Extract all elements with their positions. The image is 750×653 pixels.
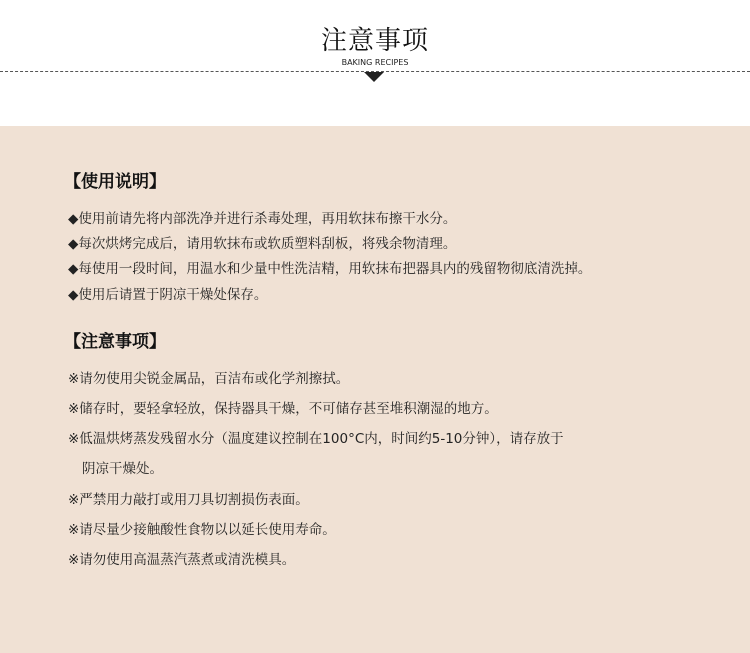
notes-item: ※储存时，要轻拿轻放，保持器具干燥，不可储存甚至堆积潮湿的地方。 bbox=[68, 401, 498, 417]
page-title: 注意事项 bbox=[320, 26, 429, 56]
usage-item: ◆使用前请先将内部洗净并进行杀毒处理，再用软抹布擦干水分。 bbox=[68, 211, 457, 227]
notes-item-continuation: 阴凉干燥处。 bbox=[82, 461, 163, 477]
usage-item: ◆每次烘烤完成后，请用软抹布或软质塑料刮板，将残余物清理。 bbox=[68, 236, 457, 252]
notes-item: ※请勿使用尖锐金属品，百洁布或化学剂擦拭。 bbox=[68, 371, 350, 387]
page-subtitle: BAKING RECIPES bbox=[341, 58, 409, 67]
notes-item: ※低温烘烤蒸发残留水分（温度建议控制在100°C内，时间约5-10分钟），请存放于 bbox=[68, 431, 564, 447]
notes-heading: 【注意事项】 bbox=[64, 332, 166, 352]
notes-item: ※严禁用力敲打或用刀具切割损伤表面。 bbox=[68, 492, 309, 508]
notes-item: ※请勿使用高温蒸汽蒸煮或清洗模具。 bbox=[68, 552, 296, 568]
notes-item: ※请尽量少接触酸性食物以以延长使用寿命。 bbox=[68, 522, 336, 538]
down-triangle-icon bbox=[364, 72, 384, 82]
usage-item: ◆每使用一段时间，用温水和少量中性洗洁精，用软抹布把器具内的残留物彻底清洗掉。 bbox=[68, 261, 592, 277]
content-panel bbox=[0, 126, 750, 653]
usage-heading: 【使用说明】 bbox=[64, 172, 166, 192]
usage-item: ◆使用后请置于阴凉干燥处保存。 bbox=[68, 287, 268, 303]
page-header bbox=[0, 0, 750, 126]
